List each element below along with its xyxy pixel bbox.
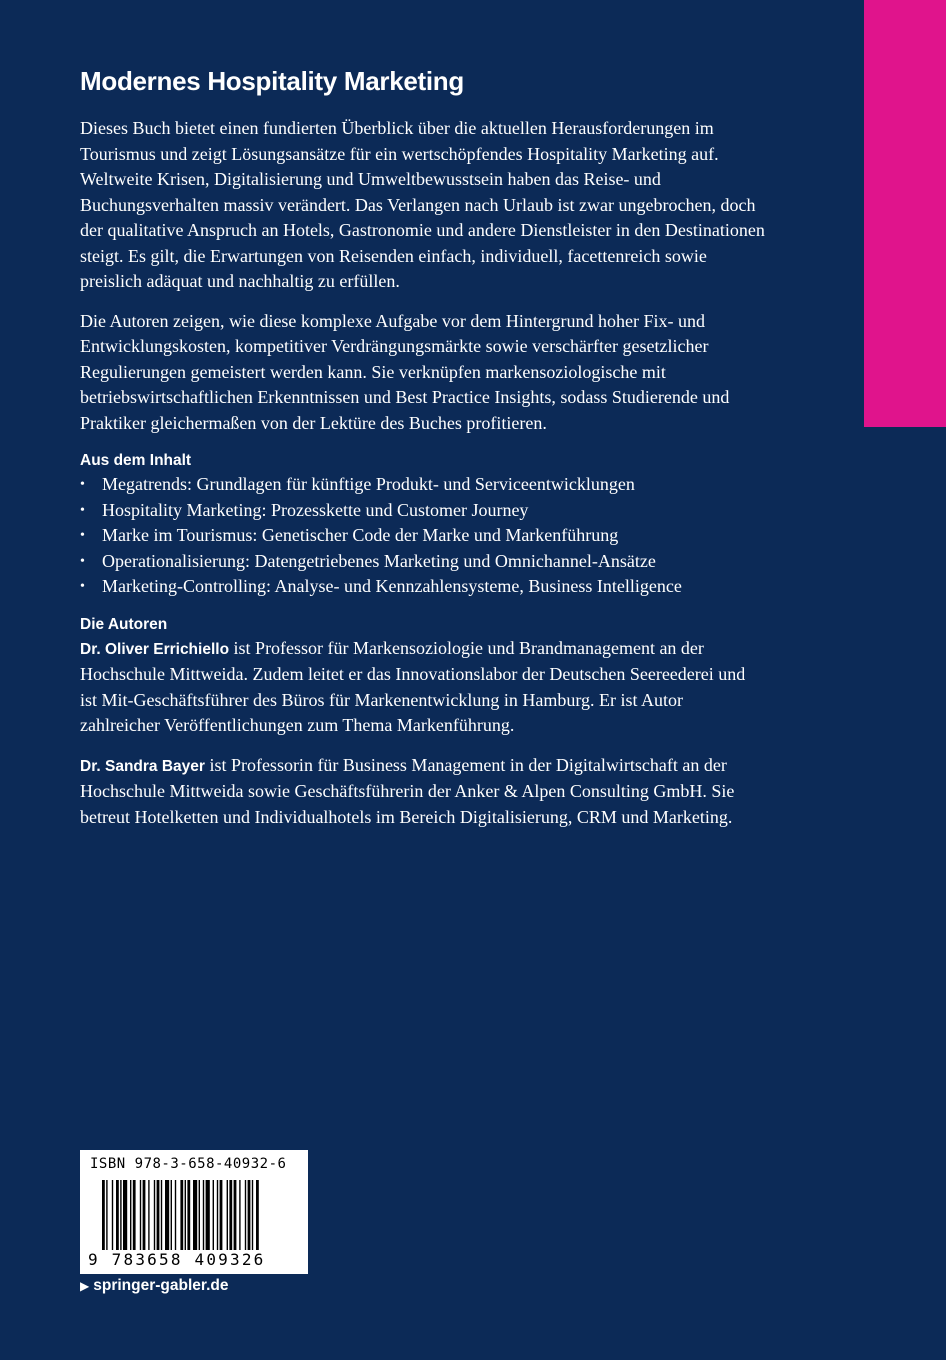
list-item: • Marketing-Controlling: Analyse- und Kennzahlensysteme, Business Intelligence — [80, 574, 765, 600]
arrow-right-icon: ▶ — [80, 1279, 90, 1293]
authors-heading: Die Autoren — [80, 615, 168, 633]
author-bio-errichiello — [80, 636, 765, 739]
contents-heading: Aus dem Inhalt — [80, 452, 192, 469]
list-item: • Marke im Tourismus: Genetischer Code der Marke und Markenführung — [80, 523, 765, 549]
isbn-barcode-box — [80, 1150, 308, 1274]
author-name: Dr. Oliver Errichiello — [80, 640, 230, 658]
barcode-digits: 9 783658 409326 — [88, 1250, 266, 1269]
bullet-icon: • — [80, 477, 85, 492]
book-title: Modernes Hospitality Marketing — [80, 66, 464, 96]
bullet-icon: • — [80, 579, 85, 594]
list-item: • Hospitality Marketing: Prozesskette und Customer Journey — [80, 498, 765, 524]
back-cover-text — [80, 64, 765, 844]
contents-list — [80, 472, 765, 600]
list-item: • Megatrends: Grundlagen für künftige Produkt- und Serviceentwicklungen — [80, 472, 765, 498]
publisher-link[interactable] — [80, 1277, 228, 1295]
isbn-label: ISBN 978-3-658-40932-6 — [90, 1156, 287, 1172]
author-name: Dr. Sandra Bayer — [80, 757, 205, 775]
intro-paragraph: Dieses Buch bietet einen fundierten Überblick über die aktuellen Herausforderungen im Tourismus und zeigt Lösungsansätze für ein wertschöpfendes Hospitality Marketing auf. Weltweite Krisen, Digitalisierung und Umweltbewusstsein haben das Reise- und Buchungsverhalten massiv verändert. Das Verlangen nach Urlaub ist zwar ungebrochen, doch der qualitative Anspruch an Hotels, Gastronomie und andere Dienstleister in den Destinationen steigt. Es gilt, die Erwartungen von Reisenden einfach, individuell, facettenreich sowie preislich adäquat und nachhaltig zu erfüllen. — [80, 118, 765, 291]
bullet-icon: • — [80, 502, 85, 518]
magenta-accent-bar — [864, 0, 946, 427]
author-bio-text: ist Professor für Markensoziologie und Brandmanagement an der Hochschule Mittweida. Zudem leitet er das Innovationslabor der Deutschen Seereederei und ist Mit-Geschäftsführer des Büros für Markenentwicklung in Hamburg. Er ist Autor zahlreicher Veröffentlichungen zum Thema Markenführung. — [80, 637, 746, 735]
bullet-icon: • — [80, 553, 85, 569]
list-item: • Operationalisierung: Datengetriebenes Marketing und Omnichannel-Ansätze — [80, 549, 765, 575]
bullet-icon: • — [80, 528, 85, 543]
barcode-icon — [102, 1180, 300, 1250]
author-bio-bayer — [80, 753, 765, 831]
authors-summary-paragraph: Die Autoren zeigen, wie diese komplexe Aufgabe vor dem Hintergrund hoher Fix- und Entwicklungskosten, kompetitiver Verdrängungsmärkte sowie verschärfter gesetzlicher Regulierungen gemeistert werden kann. Sie verknüpfen markensoziologische mit betriebswirtschaftlichen Erkenntnissen und Best Practice Insights, sodass Studierende und Praktiker gleichermaßen von der Lektüre des Buches profitieren. — [80, 310, 730, 433]
publisher-url: springer-gabler.de — [93, 1277, 229, 1294]
author-bio-text: ist Professorin für Business Management in der Digitalwirtschaft an der Hochschule Mittweida sowie Geschäftsführerin der Anker & Alpen Consulting GmbH. Sie betreut Hotelketten und Individualhotels im Bereich Digitalisierung, CRM und Marketing. — [80, 754, 735, 827]
